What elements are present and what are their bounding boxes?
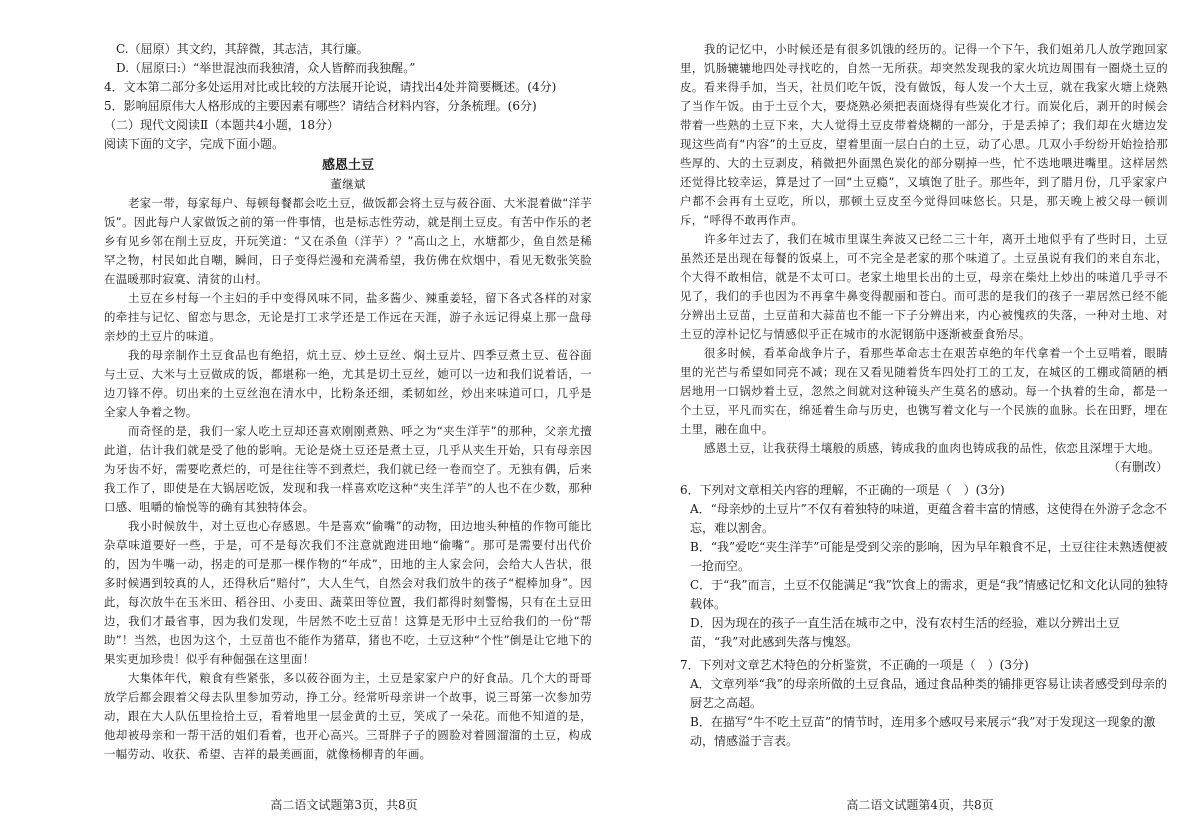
exam-page-3: [104, 40, 592, 785]
article-paragraph: 大集体年代，粮食有些紧张，多以莜谷面为主，土豆是家家户户的好食品。几个大的哥哥放学后都会跟着父母去队里参加劳动，挣工分。经常听母亲讲一个故事，说三哥第一次参加劳动，跟在大人队伍里捡拾土豆，看着地里一层金黄的土豆，笑成了一朵花。而他不知道的是，他却被母亲和一帮干活的姐们看着，也开心高兴。三哥胖子子的圆脸对着圆溜溜的土豆，构成一幅劳动、收获、希望、吉祥的最美画面，就像杨柳青的年画。: [104, 671, 592, 761]
question-6-option-c: C．于“我”而言，土豆不仅能满足“我”饮食上的需求，更是“我”情感记忆和文化认同的独特载体。: [690, 578, 1168, 611]
question-6-stem: 6．下列对文章相关内容的理解，不正确的一项是（ ）(3分): [680, 483, 1005, 497]
question-4: 4．文本第二部分多处运用对比或比较的方法展开论说，请找出4处并简要概述。(4分): [104, 80, 557, 94]
article-paragraph: 感恩土豆，让我获得土壤般的质感，铸成我的血肉也铸成我的品性，依恋且深埋于大地。: [704, 441, 1160, 455]
article-paragraph: 许多年过去了，我们在城市里谋生奔波又已经二三十年，离开土地似乎有了些时日，土豆虽然还是出现在每餐的饭桌上，可不完全是老家的那个味道了。土豆虽说有我们的来自东北，个大得不敢相信，就是不太可口。老家土地里长出的土豆，母亲在柴灶上炒出的味道几乎寻不见了，我们的手也因为不再拿牛鼻变得靓丽和苍白。而可悲的是我们的孩子一辈居然已经不能分辨出土豆苗，土豆苗和大蒜苗也不能一下子分辨出来，内心被愧疚的失落，一种对土地、对土豆的淳朴记忆与情感似乎正在城市的水泥钢筋中逐渐被蚕食殆尽。: [680, 232, 1168, 341]
reading-instruction: 阅读下面的文字，完成下面小题。: [104, 137, 285, 151]
article-source-note: （有删改）: [1107, 460, 1168, 474]
question-5: 5．影响屈原伟大人格形成的主要因素有哪些？请结合材料内容，分条梳理。(6分): [104, 99, 537, 113]
article-paragraph: 而奇怪的是，我们一家人吃土豆却还喜欢刚刚煮熟、呼之为“夹生洋芋”的那种，父亲尤擅此道，估计我们就是受了他的影响。无论是烧土豆还是煮土豆，几乎从夹生开始，只有母亲因为牙齿不好，需要吃煮烂的，可是往往等不到煮烂，我们就已经一卷而空了。无独有偶，后来我工作了，即使是在大锅居吃饭，发现和我一样喜欢吃这种“夹生洋芋”的人也不在少数，那种口感、咀嚼的愉悦等的确有其独特体会。: [104, 424, 592, 514]
page-footer-right: 高二语文试题第4页，共8页: [846, 798, 994, 812]
question-7-option-b: B．在描写“牛不吃土豆苗”的情节时，连用多个感叹号来展示“我”对于发现这一现象的激动，情感溢于言表。: [690, 715, 1156, 748]
article-body-left: [104, 194, 592, 764]
question-7-stem: 7．下列对文章艺术特色的分析鉴赏，不正确的一项是（ ）(3分): [680, 658, 1029, 672]
article-body-right: [680, 40, 1168, 458]
question-7-option-a: A．文章列举“我”的母亲所做的土豆食品，通过食品种类的铺排更容易让读者感受到母亲的厨艺之高超。: [690, 677, 1167, 710]
article-paragraph: 老家一带，每家每户、每顿每餐都会吃土豆，做饭都会将土豆与莜谷面、大米混着做“洋芋饭”。因此每户人家做饭之前的第一件事情，也是标志性劳动，就是削土豆皮。有苦中作乐的老乡有见乡邻在削土豆皮，开玩笑道：“又在杀鱼（洋芋）？”高山之上，水塘都少，鱼自然是稀罕之物，村民如此自嘲，瞬间，日子变得烂漫和充满希望，我仿佛在炊烟中，看见无数张笑脸在温暖那时寂寞、清贫的山村。: [104, 196, 592, 286]
article-paragraph: 我的记忆中，小时候还是有很多饥饿的经历的。记得一个下午，我们姐弟几人放学跑回家里，饥肠辘辘地四处寻找吃的，自然一无所获。却突然发现我的家火坑边周围有一圈烧土豆的皮。看来得手加，当天，社员们吃午饭，没有做饭，每人发一个大土豆，就在我家火塘上烧熟了当作午饭。由于土豆个大，要烧熟必须把表面烧得有些炭化才行。而炭化后，剥开的时候会带着一些熟的土豆下来，大人觉得土豆皮带着烧糊的一部分，于是丢掉了；我们却在火塘边发现这些尚有“内容”的土豆皮，望着里面一层白白的土豆，动了心思。几双小手纷纷开始捡拾那些厚的、大的土豆剥皮，稍微把外面黑色炭化的部分剔掉一些，忙不迭地喂进嘴里。这样居然还觉得比较幸运，算是过了一回“土豆瘾”，又填饱了肚子。那些年，到了腊月份，几乎家家户户都不会再有土豆吃，所以，那顿土豆皮至今觉得回味悠长。只是，那天晚上被父母一顿训斥，“呼得不敢再作声。: [680, 42, 1168, 227]
article-title: 感恩土豆: [321, 158, 374, 173]
article-author: 董继斌: [330, 177, 366, 191]
article-paragraph: 很多时候，看革命战争片子，看那些革命志士在艰苦卓绝的年代拿着一个土豆啃着，眼睛里的光芒与希望如同亮不减；现在又看见随着货车四处打工的工友，在城区的工棚或简陋的栖居地用一口锅炒着土豆，忽然之间就对这种镜头产生莫名的感动。每一个执着的生命，都是一个土豆，平凡而实在，绵延着生命与历史，也镌写着文化与一个民族的血脉。长在田野，埋在土里，融在血中。: [680, 346, 1168, 436]
article-paragraph: 土豆在乡村每一个主妇的手中变得风味不同，盐多酱少、辣重姜轻，留下各式各样的对家的牵挂与记忆、留恋与思念，无论是打工求学还是工作远在天涯，游子永远记得桌上那一盘母亲炒的土豆片的味道。: [104, 291, 592, 343]
question-6-option-b: B．“我”爱吃“夹生洋芋”可能是受到父亲的影响，因为早年粮食不足，土豆往往未熟透便被一抢而空。: [690, 540, 1168, 573]
section-header: （二）现代文阅读Ⅱ（本题共4小题，18分）: [104, 118, 340, 132]
page-footer-left: 高二语文试题第3页，共8页: [270, 798, 418, 812]
article-paragraph: 我的母亲制作土豆食品也有绝招，炕土豆、炒土豆丝、焖土豆片、四季豆煮土豆、苞谷面与土豆、大米与土豆做成的饭，都堪称一绝，尤其是切土豆丝，她可以一边和我们说着话，一边刀锋不停。切出来的土豆丝泡在清水中，比粉条还细，柔韧如丝，炒出来味道可口，几乎是全家人争着之物。: [104, 348, 592, 419]
option-c-line: C.（屈原）其文约，其辞微，其志洁，其行廉。: [116, 42, 369, 56]
article-paragraph: 我小时候放牛，对土豆也心存感恩。牛是喜欢“偷嘴”的动物，田边地头种植的作物可能比杂草味道要好一些，于是，可不是每次我们不注意就跑进田地“偷嘴”。那可是需要付出代价的，因为牛嘴一动，拐走的可是那一棵作物的“年成”，田地的主人家会问，会给大人告状，很多时候遇到较真的人，还得秋后“赔付”，大人生气，自然会对我们放牛的孩子“棍棒加身”。因此，每次放牛在玉米田、稻谷田、小麦田、蔬菜田等位置，我们都得时刻警惕，只有在土豆田边，我们才最省事，因为我们发现，牛居然不吃土豆苗！这算是无形中土豆给我们的一份“帮助”！当然，也因为这个，土豆苗也不能作为猪草，猪也不吃，土豆这种“个性”倒是让它地下的果实更加珍贵！似乎有种倔强在这里面！: [104, 519, 592, 666]
question-6-option-a: A．“母亲炒的土豆片”不仅有着独特的味道，更蕴含着丰富的情感，这使得在外游子念念不忘，难以割舍。: [690, 502, 1167, 535]
question-6-option-d: D．因为现在的孩子一直生活在城市之中，没有农村生活的经验，难以分辨出土豆苗，“我”对此感到失落与愧怒。: [690, 616, 1120, 649]
question-7: [680, 656, 1168, 751]
exam-page-4: [680, 40, 1168, 785]
option-d-line: D.（屈原曰:）“举世混浊而我独清，众人皆醉而我独醒。”: [116, 61, 416, 75]
question-6: [680, 481, 1168, 652]
